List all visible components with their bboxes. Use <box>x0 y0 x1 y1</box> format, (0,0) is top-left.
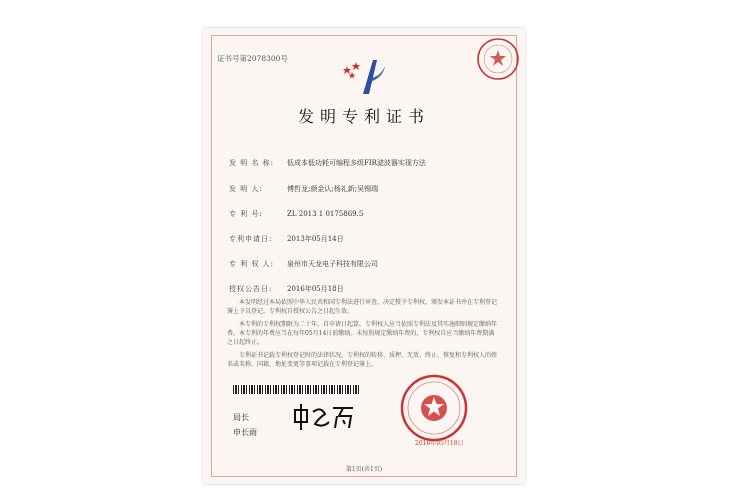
director-title: 局长 <box>233 413 249 422</box>
certificate-border <box>211 35 517 477</box>
certificate-title: 发明专利证书 <box>297 107 430 126</box>
field-label: 授权公告日: <box>229 285 273 293</box>
field-value: 泉州市天龙电子科技有限公司 <box>287 260 378 268</box>
field-patent-number <box>229 209 363 219</box>
signature-icon <box>291 402 357 432</box>
seal-date: 2016年05月18日 <box>415 440 464 447</box>
body-paragraph: 本专利的专利权期限为二十年，自申请日起算。专利权人应当依照专利法及其实施细则规定缴纳年费。本专利的年费应当在每年05月14日前缴纳。未按照规定缴纳年费的，专利权自应当缴纳年费期满之日起终止。 <box>227 321 498 346</box>
body-paragraph: 本发明经过本局依照中华人民共和国专利法进行审查，决定授予专利权，颁发本证书并在专利登记簿上予以登记。专利权自授权公告之日起生效。 <box>227 299 498 315</box>
page-indicator: 第1页(共1页) <box>345 466 383 473</box>
field-filing-date <box>229 234 344 244</box>
field-patentee <box>229 259 378 269</box>
field-label: 发 明 名 称: <box>229 159 275 167</box>
field-label: 专利申请日: <box>229 235 273 243</box>
field-label: 专 利 权 人: <box>229 260 275 268</box>
field-invention-name <box>229 158 426 168</box>
field-value: 傅哲龙;颜金认;杨礼新;吴锡瑞 <box>287 185 379 193</box>
barcode <box>233 385 359 394</box>
patent-certificate <box>203 28 525 484</box>
patent-office-logo-icon <box>343 58 387 96</box>
field-value: 低成本低功耗可编程多级FIR滤波器实现方法 <box>287 159 426 167</box>
top-seal-icon <box>475 36 521 82</box>
field-value: ZL 2013 1 0175869.5 <box>287 210 364 218</box>
director-name: 申长雨 <box>233 428 257 437</box>
body-paragraph: 专利证书记载专利权登记时的法律状况。专利权的转移、质押、无效、终止、恢复和专利权人的姓名或名称、国籍、地址变更等事项记载在专利登记簿上。 <box>227 352 498 368</box>
field-value: 2016年05月18日 <box>287 285 344 293</box>
field-grant-date <box>229 284 344 294</box>
official-seal-icon <box>399 373 469 443</box>
field-value: 2013年05月14日 <box>287 235 344 243</box>
certificate-number: 证书号第2078300号 <box>217 54 288 63</box>
field-label: 专 利 号: <box>229 210 263 218</box>
field-inventors <box>229 184 378 194</box>
field-label: 发 明 人: <box>229 185 263 193</box>
